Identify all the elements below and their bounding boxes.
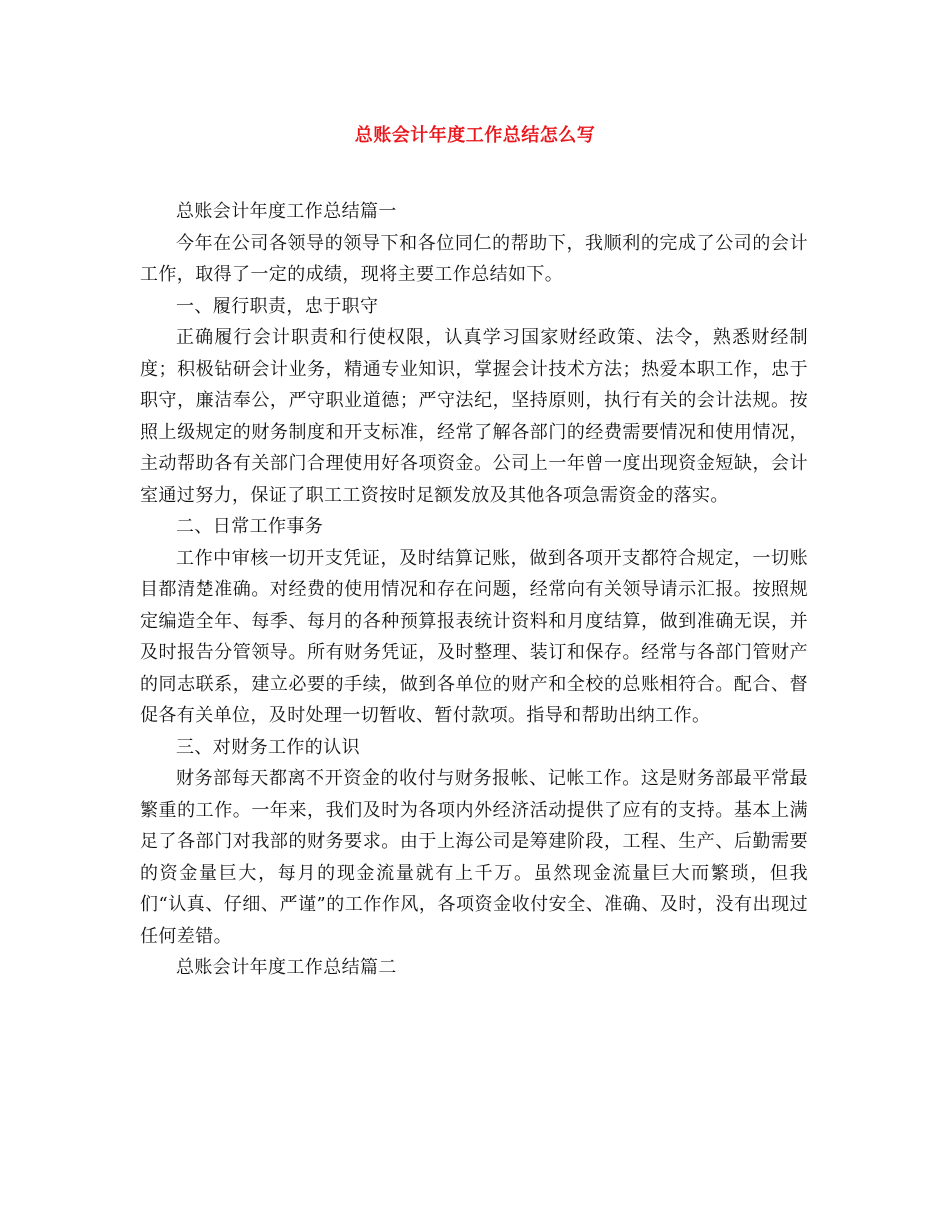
document-body [140,196,808,984]
section-heading-part-one: 总账会计年度工作总结篇一 [176,201,397,222]
section-heading-part-two: 总账会计年度工作总结篇二 [176,957,397,978]
intro-paragraph: 今年在公司各领导的领导下和各位同仁的帮助下，我顺利的完成了公司的会计工作，取得了一定的成绩，现将主要工作总结如下。 [140,232,808,285]
section-heading-daily-work: 二、日常工作事务 [176,516,324,537]
document-title: 总账会计年度工作总结怎么写 [354,125,596,146]
duties-paragraph: 正确履行会计职责和行使权限，认真学习国家财经政策、法令，熟悉财经制度；积极钻研会计业务，精通专业知识，掌握会计技术方法；热爱本职工作，忠于职守，廉洁奉公，严守职业道德；严守法纪，坚持原则，执行有关的会计法规。按照上级规定的财务制度和开支标准，经常了解各部门的经费需要情况和使用情况，主动帮助各有关部门合理使用好各项资金。公司上一年曾一度出现资金短缺，会计室通过努力，保证了职工工资按时足额发放及其他各项急需资金的落实。 [140,327,808,506]
understanding-paragraph: 财务部每天都离不开资金的收付与财务报帐、记帐工作。这是财务部最平常最繁重的工作。一年来，我们及时为各项内外经济活动提供了应有的支持。基本上满足了各部门对我部的财务要求。由于上海公司是筹建阶段，工程、生产、后勤需要的资金量巨大，每月的现金流量就有上千万。虽然现金流量巨大而繁琐，但我们“认真、仔细、严谨”的工作作风，各项资金收付安全、准确、及时，没有出现过任何差错。 [140,768,808,947]
section-heading-duties: 一、履行职责，忠于职守 [176,295,379,317]
section-heading-understanding: 三、对财务工作的认识 [176,736,360,758]
daily-work-paragraph: 工作中审核一切开支凭证，及时结算记账，做到各项开支都符合规定，一切账目都清楚准确。对经费的使用情况和存在问题，经常向有关领导请示汇报。按照规定编造全年、每季、每月的各种预算报表统计资料和月度结算，做到准确无误，并及时报告分管领导。所有财务凭证，及时整理、装订和保存。经常与各部门管财产的同志联系，建立必要的手续，做到各单位的财产和全校的总账相符合。配合、督促各有关单位，及时处理一切暂收、暂付款项。指导和帮助出纳工作。 [140,547,808,726]
